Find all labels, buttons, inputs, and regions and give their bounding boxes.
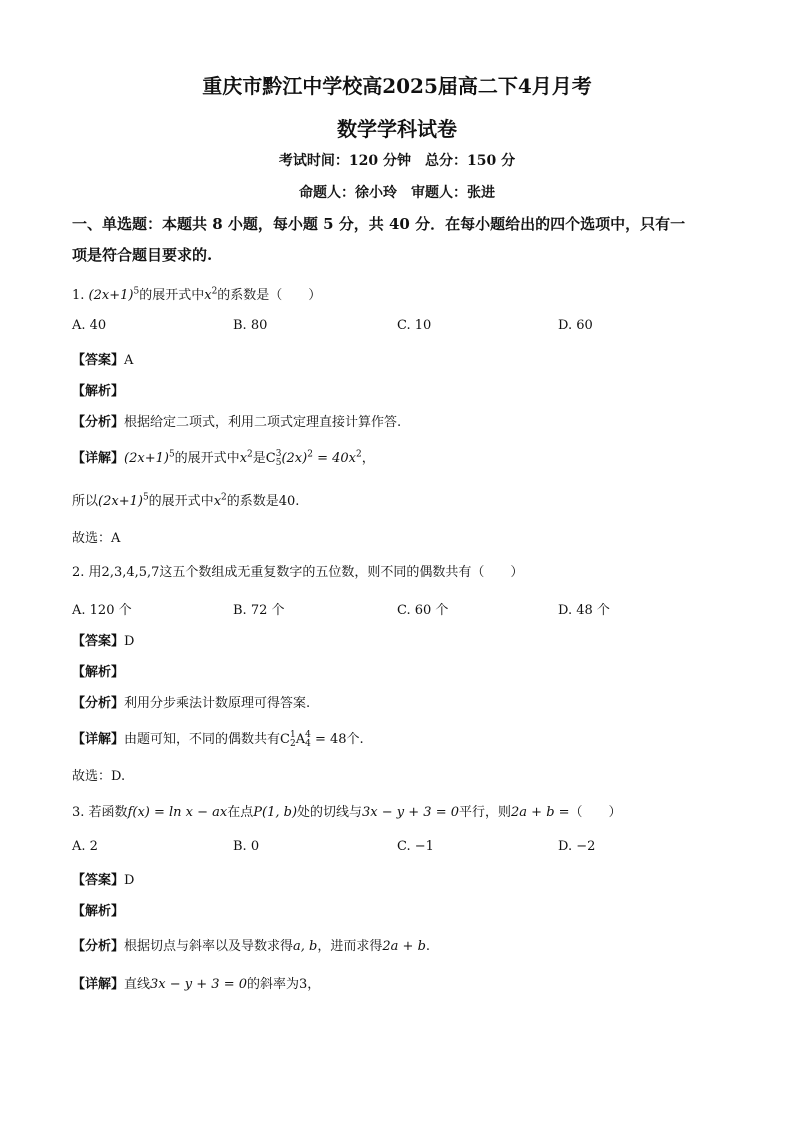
q3-option-a: A. 2 — [72, 839, 98, 854]
q1-option-c: C. 10 — [397, 318, 432, 333]
question-number: 3. — [72, 805, 85, 820]
q3-answer: 【答案】D — [72, 873, 135, 888]
q1-analysis-label: 【解析】 — [72, 384, 125, 399]
section-heading-line2: 项是符合题目要求的. — [72, 246, 213, 264]
q3-option-b: B. 0 — [233, 839, 260, 854]
q3-option-c: C. −1 — [397, 839, 434, 854]
question-2-stem: 2. 用2,3,4,5,7这五个数组成无重复数字的五位数，则不同的偶数共有（ ） — [72, 565, 524, 580]
q1-option-b: B. 80 — [233, 318, 268, 333]
q1-conclusion: 所以$(2x+1)^5$的展开式中$x^2$的系数是40. — [72, 492, 300, 509]
q2-analyze: 【分析】利用分步乘法计数原理可得答案. — [72, 696, 311, 711]
q2-detail: 【详解】由题可知，不同的偶数共有C 1 2 A 4 4 = 48个. — [72, 729, 364, 749]
question-number: 1. — [72, 288, 85, 303]
q2-choose: 故选：D. — [72, 769, 126, 784]
question-1-stem: 1. $(2x+1)^5$的展开式中$x^2$的系数是（ ） — [72, 286, 322, 303]
q2-option-a: A. 120 个 — [72, 603, 132, 618]
q1-choose: 故选：A — [72, 531, 121, 546]
section-heading-line1: 一、单选题：本题共 8 小题，每小题 5 分，共 40 分．在每小题给出的四个选项中，只有一 — [72, 215, 686, 233]
q1-analyze: 【分析】根据给定二项式，利用二项式定理直接计算作答. — [72, 415, 402, 430]
q1-answer: 【答案】A — [72, 353, 134, 368]
q2-option-b: B. 72 个 — [233, 603, 285, 618]
q3-option-d: D. −2 — [558, 839, 596, 854]
exam-subtitle: 数学学科试卷 — [337, 117, 457, 141]
q3-analysis-label: 【解析】 — [72, 904, 125, 919]
q3-detail: 【详解】直线3x − y + 3 = 0的斜率为3， — [72, 977, 321, 992]
q2-option-d: D. 48 个 — [558, 603, 610, 618]
q2-answer: 【答案】D — [72, 634, 135, 649]
question-3-stem: 3. 若函数f(x) = ln x − ax在点P(1, b)处的切线与3x − y + 3 = 0平行，则2a + b =（ ） — [72, 805, 622, 820]
exam-authors: 命题人：徐小玲 审题人：张进 — [299, 185, 495, 201]
question-number: 2. — [72, 565, 85, 580]
exam-title: 重庆市黔江中学校高2025届高二下4月月考 — [202, 74, 592, 98]
q1-option-a: A. 40 — [72, 318, 107, 333]
q3-analyze: 【分析】根据切点与斜率以及导数求得a, b，进而求得2a + b. — [72, 939, 431, 954]
q1-detail: 【详解】$(2x+1)^5$的展开式中$x^2$是C 3 5 $(2x)^2 = 40x^2$， — [72, 448, 375, 468]
q1-option-d: D. 60 — [558, 318, 593, 333]
exam-info: 考试时间：120 分钟 总分：150 分 — [278, 153, 516, 169]
q2-option-c: C. 60 个 — [397, 603, 449, 618]
q2-analysis-label: 【解析】 — [72, 665, 125, 680]
